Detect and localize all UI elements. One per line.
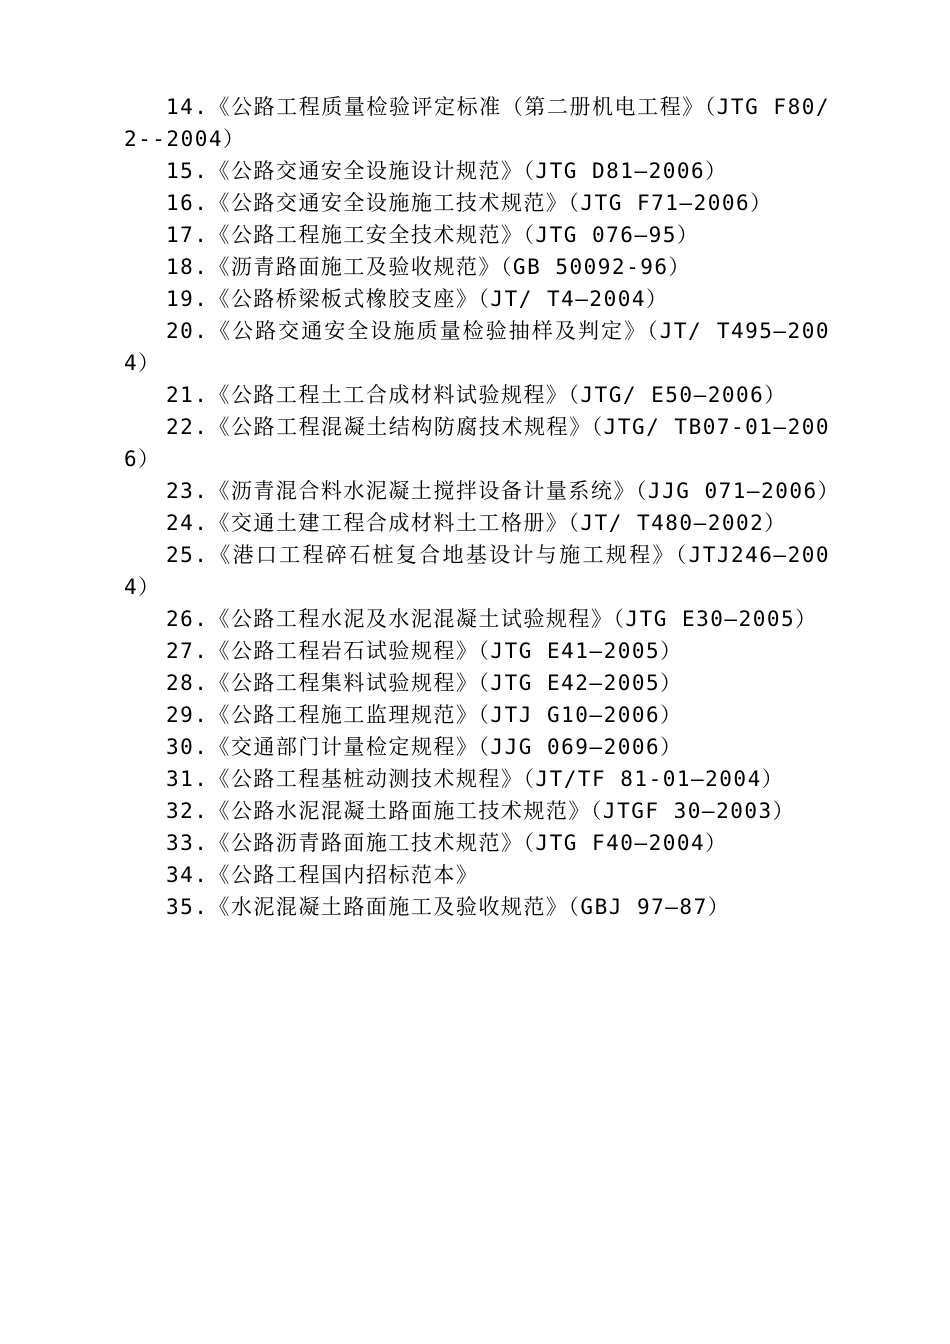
list-item: 27.《公路工程岩石试验规程》（JTG E41—2005） [166,639,683,663]
list-item: 30.《交通部门计量检定规程》（JJG 069—2006） [166,735,683,759]
list-item: 24.《交通土建工程合成材料土工格册》（JT/ T480—2002） [166,511,787,535]
list-item: 31.《公路工程基桩动测技术规程》（JT/TF 81-01—2004） [166,767,785,791]
list-item: 32.《公路水泥混凝土路面施工技术规范》（JTGF 30—2003） [166,799,796,823]
list-item: 25.《港口工程碎石桩复合地基设计与施工规程》（JTJ246—2004） [124,543,830,599]
list-item: 23.《沥青混合料水泥凝土搅拌设备计量系统》（JJG 071—2006） [166,479,841,503]
document-page [124,91,841,923]
list-item: 22.《公路工程混凝土结构防腐技术规程》（JTG/ TB07-01—2006） [124,415,830,471]
list-item: 29.《公路工程施工监理规范》（JTJ G10—2006） [166,703,683,727]
list-item: 28.《公路工程集料试验规程》（JTG E42—2005） [166,671,683,695]
list-item: 26.《公路工程水泥及水泥混凝土试验规程》（JTG E30—2005） [166,607,818,631]
list-item: 14.《公路工程质量检验评定标准（第二册机电工程》（JTG F80/2--2004） [124,95,830,151]
list-item: 18.《沥青路面施工及验收规范》（GB 50092-96） [166,255,692,279]
list-item: 33.《公路沥青路面施工技术规范》（JTG F40—2004） [166,831,728,855]
list-item: 35.《水泥混凝土路面施工及验收规范》（GBJ 97—87） [166,895,731,919]
list-item: 19.《公路桥梁板式橡胶支座》（JT/ T4—2004） [166,287,669,311]
list-item: 17.《公路工程施工安全技术规范》（JTG 076—95） [166,223,700,247]
list-item: 21.《公路工程土工合成材料试验规程》（JTG/ E50—2006） [166,383,787,407]
list-item: 16.《公路交通安全设施施工技术规范》（JTG F71—2006） [166,191,773,215]
list-item: 20.《公路交通安全设施质量检验抽样及判定》（JT/ T495—2004） [124,319,830,375]
list-item: 34.《公路工程国内招标范本》 [166,863,479,887]
list-item: 15.《公路交通安全设施设计规范》（JTG D81—2006） [166,159,728,183]
